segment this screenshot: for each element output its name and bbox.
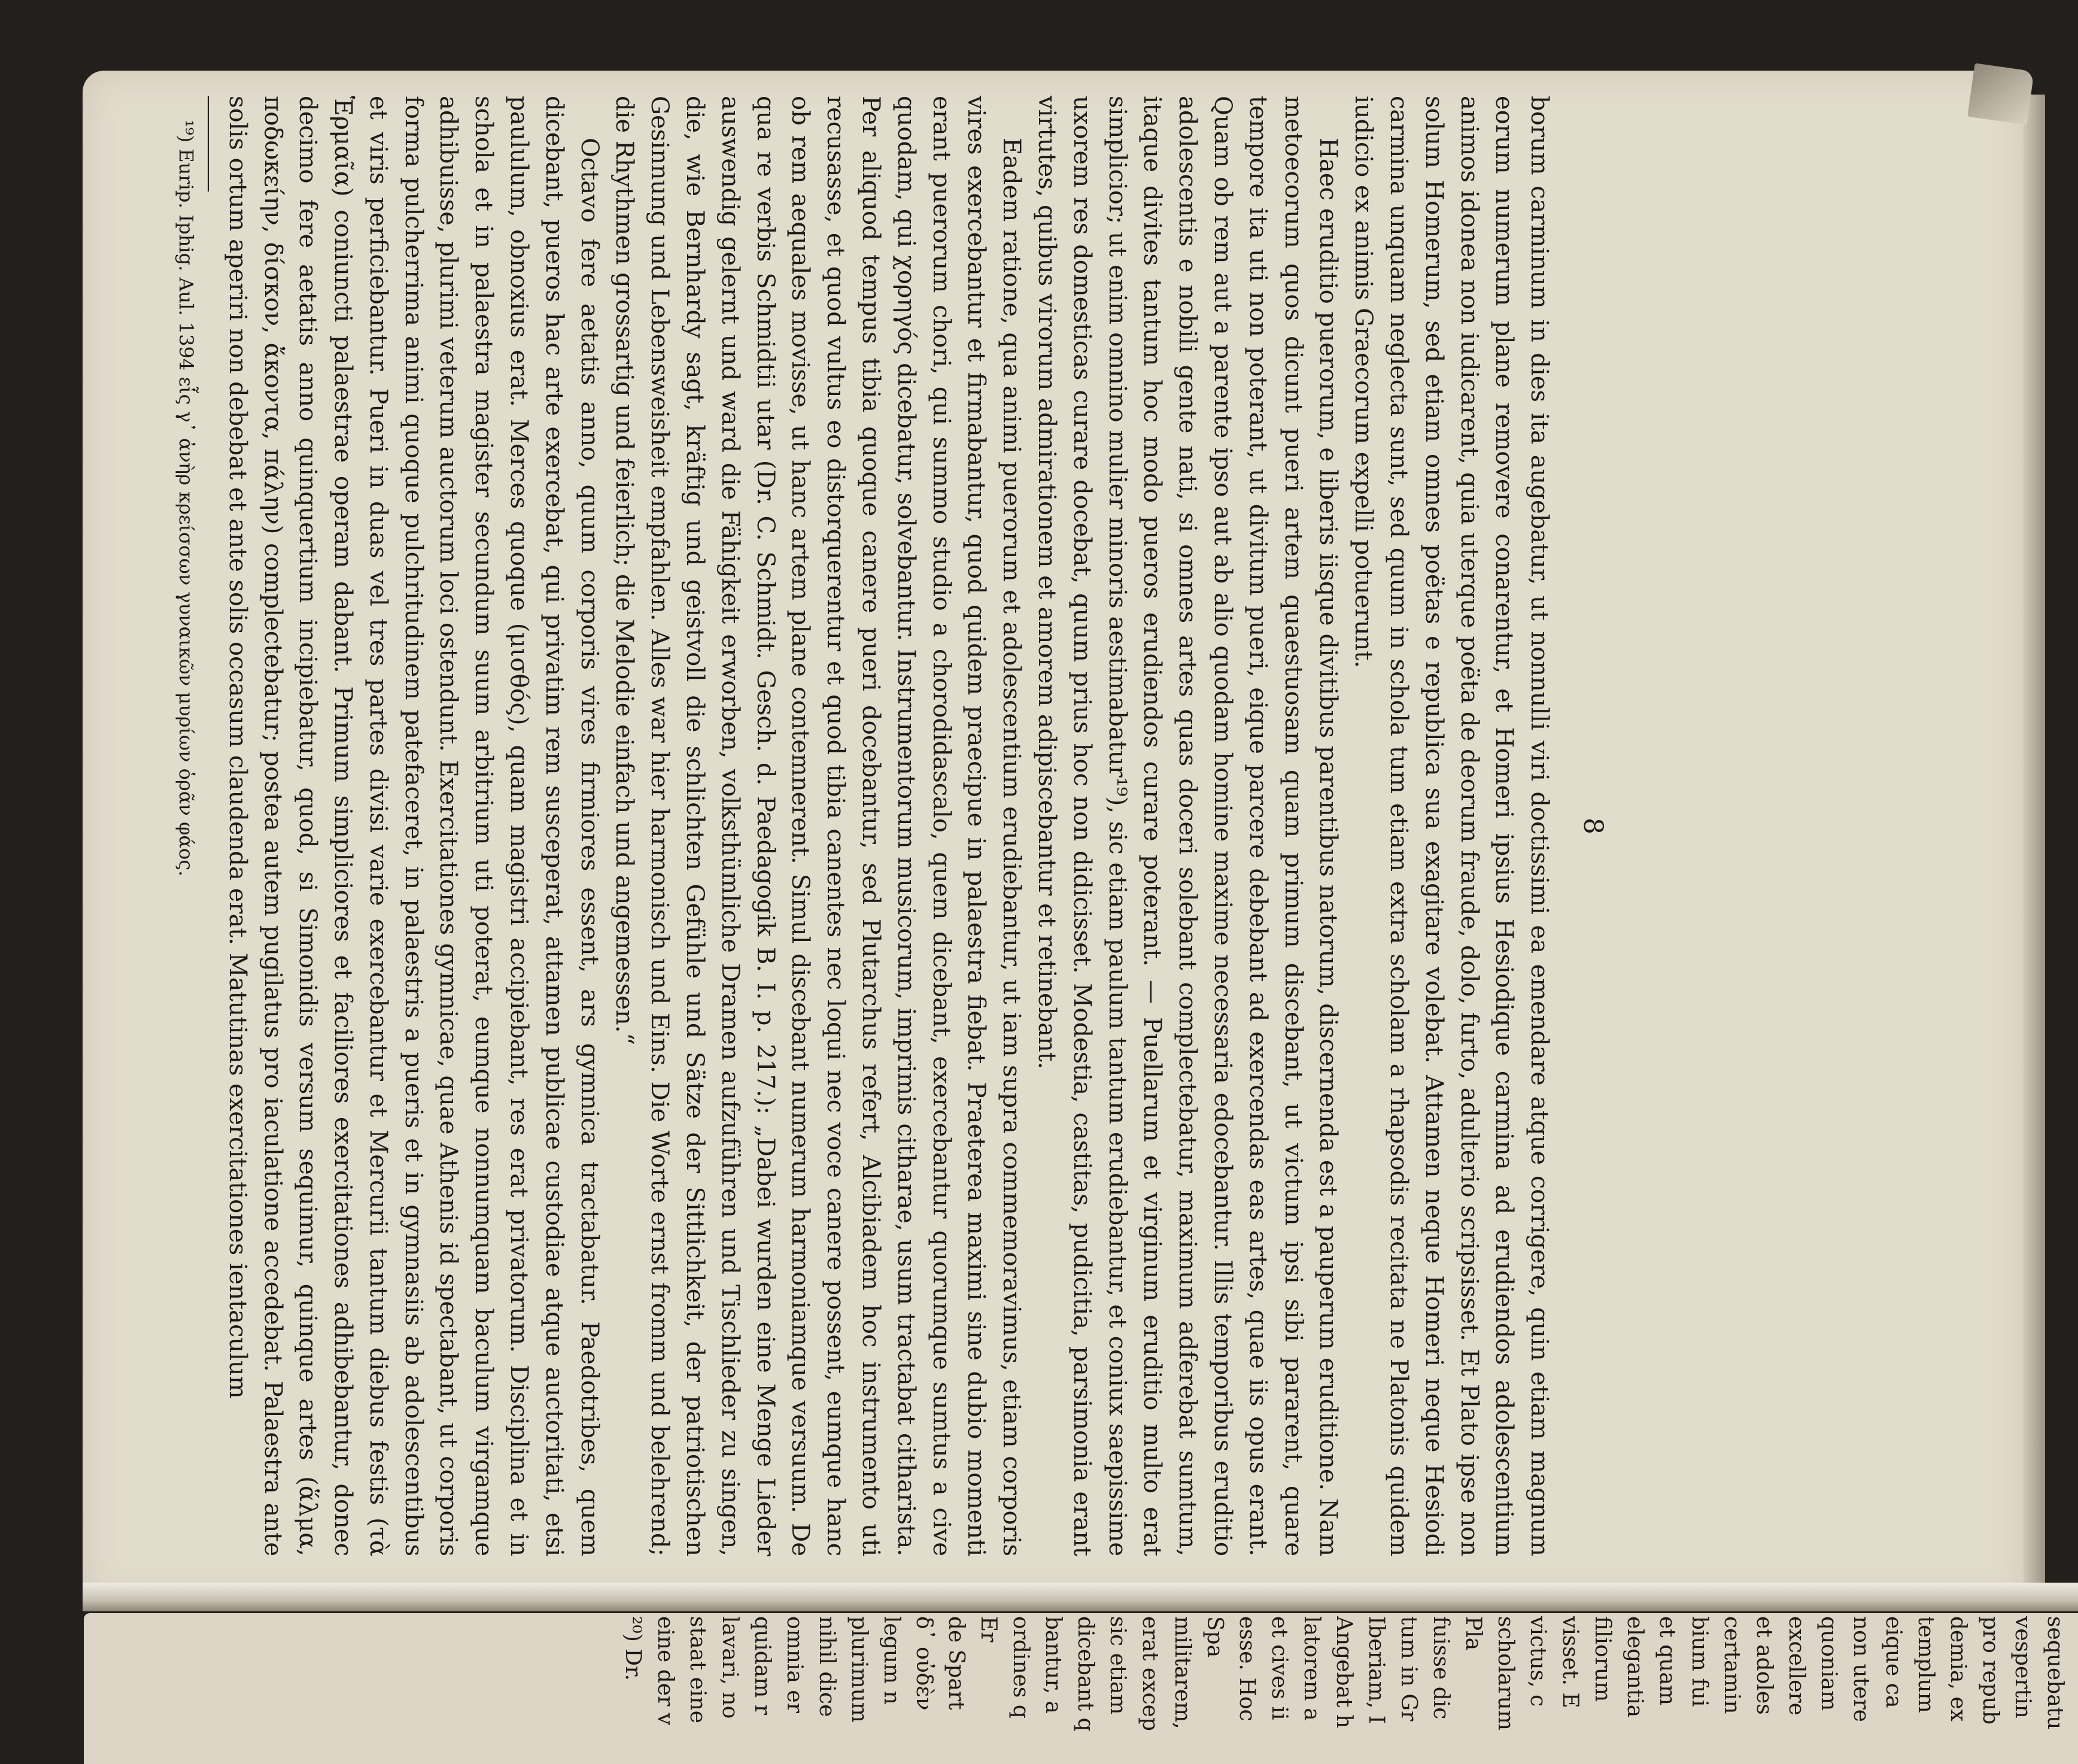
next-page-line: excellere (1784, 1616, 1809, 1716)
next-page-line: omnia er (782, 1616, 807, 1713)
next-page-line: δ᾽ οὐδὲν (912, 1616, 936, 1711)
next-page-line: non utere (1849, 1616, 1873, 1722)
next-page-line: quidam r (750, 1616, 774, 1716)
footnote-rule (208, 96, 209, 192)
next-page-text (621, 1616, 2071, 1748)
next-page-line: Spa (1202, 1616, 1227, 1658)
next-page-line: ²⁰) Dr. (621, 1616, 645, 1681)
next-page-line: esse. Hoc (1235, 1616, 1259, 1722)
next-page-line: certamin (1719, 1616, 1744, 1714)
footnote: ¹⁹) Eurip. Iphig. Aul. 1394 εἷς γ᾽ ἀνὴρ κρείσσων γυναικῶν μυρίων ὁρᾶν φάος. (174, 120, 198, 877)
book-gutter (83, 1583, 2078, 1611)
next-page-line: plurimum (847, 1616, 871, 1723)
next-page-line: filiorum (1590, 1616, 1615, 1702)
paragraph: Haec eruditio puerorum, e liberis iisque divitibus parentibus natorum, discernenda est a pauperum eruditione. Nam metoecorum quos dicunt pueri artem quaestuosam quam primum discebant, ut victum ipsi sibi pararent, quare tempore ita uti non poterant, ut divitum pueri, eique parcere debebant ad exercendas eas artes, quae iis opus erant. Quam ob rem aut a parente ipso aut ab alio quodam homine maxime necessaria edocebantur. Illis temporibus eruditio adolescentis e nobili gente nati, si omnes artes quas doceri solebant complectebatur, maximum adferebat sumtum, itaque divites tantum hoc modo pueros erudiendos curare poterant. — Puellarum et virginum eruditio multo erat simplicior; ut enim omnino mulier minoris aestimabatur¹⁹), sic etiam paulum tantum erudiebantur, et coniux saepissime uxorem res domesticas curare docebat, quum prius hoc non didicisset. Modestia, castitas, pudicitia, parsimonia erant virtutes, quibus virorum admirationem et amorem adipiscebantur et retinebant. (1033, 96, 1342, 1556)
page-corner-curl (1967, 63, 2034, 125)
page-text-block (174, 96, 1610, 1556)
next-page-line: et adoles (1752, 1616, 1776, 1715)
next-page-line: Angebat h (1332, 1616, 1356, 1729)
next-page-line: Er (976, 1616, 1001, 1642)
page-edge (2024, 95, 2045, 1603)
next-page-line: sic etiam (1105, 1616, 1130, 1715)
next-page-line: bantur, a (1041, 1616, 1065, 1714)
next-page-line: nihil dice (815, 1616, 839, 1717)
next-page-line: et quam (1655, 1616, 1679, 1706)
next-page-line: eine der v (653, 1616, 678, 1726)
next-page-line: visset. E (1558, 1616, 1582, 1708)
next-page-line: et cives ii (1267, 1616, 1292, 1720)
page-number: 8 (1578, 818, 1608, 834)
next-page-line: staat eine (685, 1616, 710, 1724)
paragraph: borum carminum in dies ita augebatur, ut nonnulli viri doctissimi ea emendare atque corrigere, quin etiam magnum eorum numerum plane removere conarentur, et Homeri ipsius Hesiodique carmina ad erudiendos adolescentium animos idonea non iudicarent, quia uterque poëta de deorum fraude, dolo, furto, adulterio scripsisset. Et Plato ipse non solum Homerum, sed etiam omnes poëtas e republica sua exagitare volebat. Attamen neque Homeri neque Hesiodi carmina unquam neglecta sunt, sed quum in schola tum etiam extra scholam a rhapsodis recitata ne Platonis quidem iudicio ex animis Graecorum expelli potuerunt. (1350, 96, 1554, 1556)
next-page-line: quoniam (1816, 1616, 1841, 1711)
next-page-line: erat excep (1138, 1616, 1162, 1732)
next-page-line: vespertin (2010, 1616, 2035, 1719)
next-page-line: militarem, (1170, 1616, 1195, 1729)
next-page-line: tum in Gr (1396, 1616, 1421, 1722)
next-page-line: latorem a (1299, 1616, 1324, 1721)
next-page-line: legum n (879, 1616, 904, 1705)
next-page-line: eique ca (1881, 1616, 1906, 1708)
next-page-line: bium fui (1687, 1616, 1712, 1707)
next-page-line: dicebant q (1073, 1616, 1098, 1732)
next-page-line: sequebatu (2043, 1616, 2067, 1730)
next-page-line: scholarum (1493, 1616, 1518, 1731)
paragraph: Octavo fere aetatis anno, quum corporis vires firmiores essent, ars gymnica tractabatur. Paedotribes, quem dicebant, pueros hac arte exercebat, qui privatim rem susceperat, attamen publicae custodiae atque auctoritati, etsi paululum, obnoxius erat. Merces quoque (μισθός), quam magistri accipiebant, res erat privatorum. Disciplina et in schola et in palaestra magister secundum suum arbitrium uti poterat, eumque nonnumquam baculum virgamque adhibuisse, plurimi veterum auctorum loci ostendunt. Exercitationes gymnicae, quae Athenis id spectabant, ut corporis forma pulcherrima animi quoque pulchritudinem patefaceret, in palaestris a pueris et in gymnasiis ab adolescentibus et viris perficiebantur. Pueri in duas vel tres partes divisi varie exercebantur et Mercurii tantum diebus festis (τὰ Ἑρμαῖα) coniuncti palaestrae operam dabant. Primum simpliciores et faciliores exercitationes adhibebantur, donec decimo fere aetatis anno quinquertium incipiebatur, quod, si Simonidis versum sequimur, quinque artes (ἅλμα, ποδωκείην, δίσκον, ἄκοντα, πάλην) complectebatur; postea autem pugilatus pro iaculatione accedebat. Palaestra ante solis ortum aperiri non debebat et ante solis occasum claudenda erat. Matutinas exercitationes ientaculum (223, 96, 603, 1556)
next-page-line: Iberiam, I (1364, 1616, 1389, 1724)
next-page-line: pro repub (1978, 1616, 2003, 1725)
next-page-line: elegantia (1623, 1616, 1647, 1718)
next-page-line: Pla (1461, 1616, 1485, 1651)
next-page-line: de Spart (944, 1616, 968, 1710)
next-page-line: fuisse dic (1429, 1616, 1453, 1720)
next-page-line: demia, ex (1946, 1616, 1970, 1722)
next-page-line: lavari, no (718, 1616, 742, 1719)
paragraph: Eadem ratione, qua animi puerorum et adolescentium erudiebantur, ut iam supra commemoravimus, etiam corporis vires exercebantur et firmabantur, quod quidem praecipue in palaestra fiebat. Praeterea maximi sine dubio momenti erant puerorum chori, qui summo studio a chorodidascalo, quem dicebant, exercebantur quorumque sumtus a cive quodam, qui χορηγός dicebatur, solvebantur. Instrumentorum musicorum, imprimis citharae, usum tractabat citharista. Per aliquod tempus tibia quoque canere pueri docebantur, sed Plutarchus refert, Alcibiadem hoc instrumento uti recusasse, et quod vultus eo distorquerentur et quod tibia canentes nec loqui nec voce canere possent, eumque hanc ob rem aequales movisse, ut hanc artem plane contemnerent. Simul discebant numerum harmoniamque versuum. De qua re verbis Schmidtii utar (Dr. C. Schmidt. Gesch. d. Paedagogik B. I. p. 217.): „Dabei wurden eine Menge Lieder auswendig gelernt und ward die Fähigkeit erworben, volksthümliche Dramen aufzuführen und Tischlieder zu singen, die, wie Bernhardy sagt, kräftig und geistvoll die schlichten Gefühle und Sätze der Sittlichkeit, der patriotischen Gesinnung und Lebensweisheit empfahlen. Alles war hier harmonisch und Eins. Die Worte ernst fromm und belehrend; die Rhythmen grossartig und feierlich; die Melodie einfach und angemessen.“ (610, 96, 1026, 1556)
next-page-line: templum (1913, 1616, 1938, 1713)
next-page-line: ordines q (1008, 1616, 1033, 1719)
next-page-line: victus, c (1526, 1616, 1550, 1707)
